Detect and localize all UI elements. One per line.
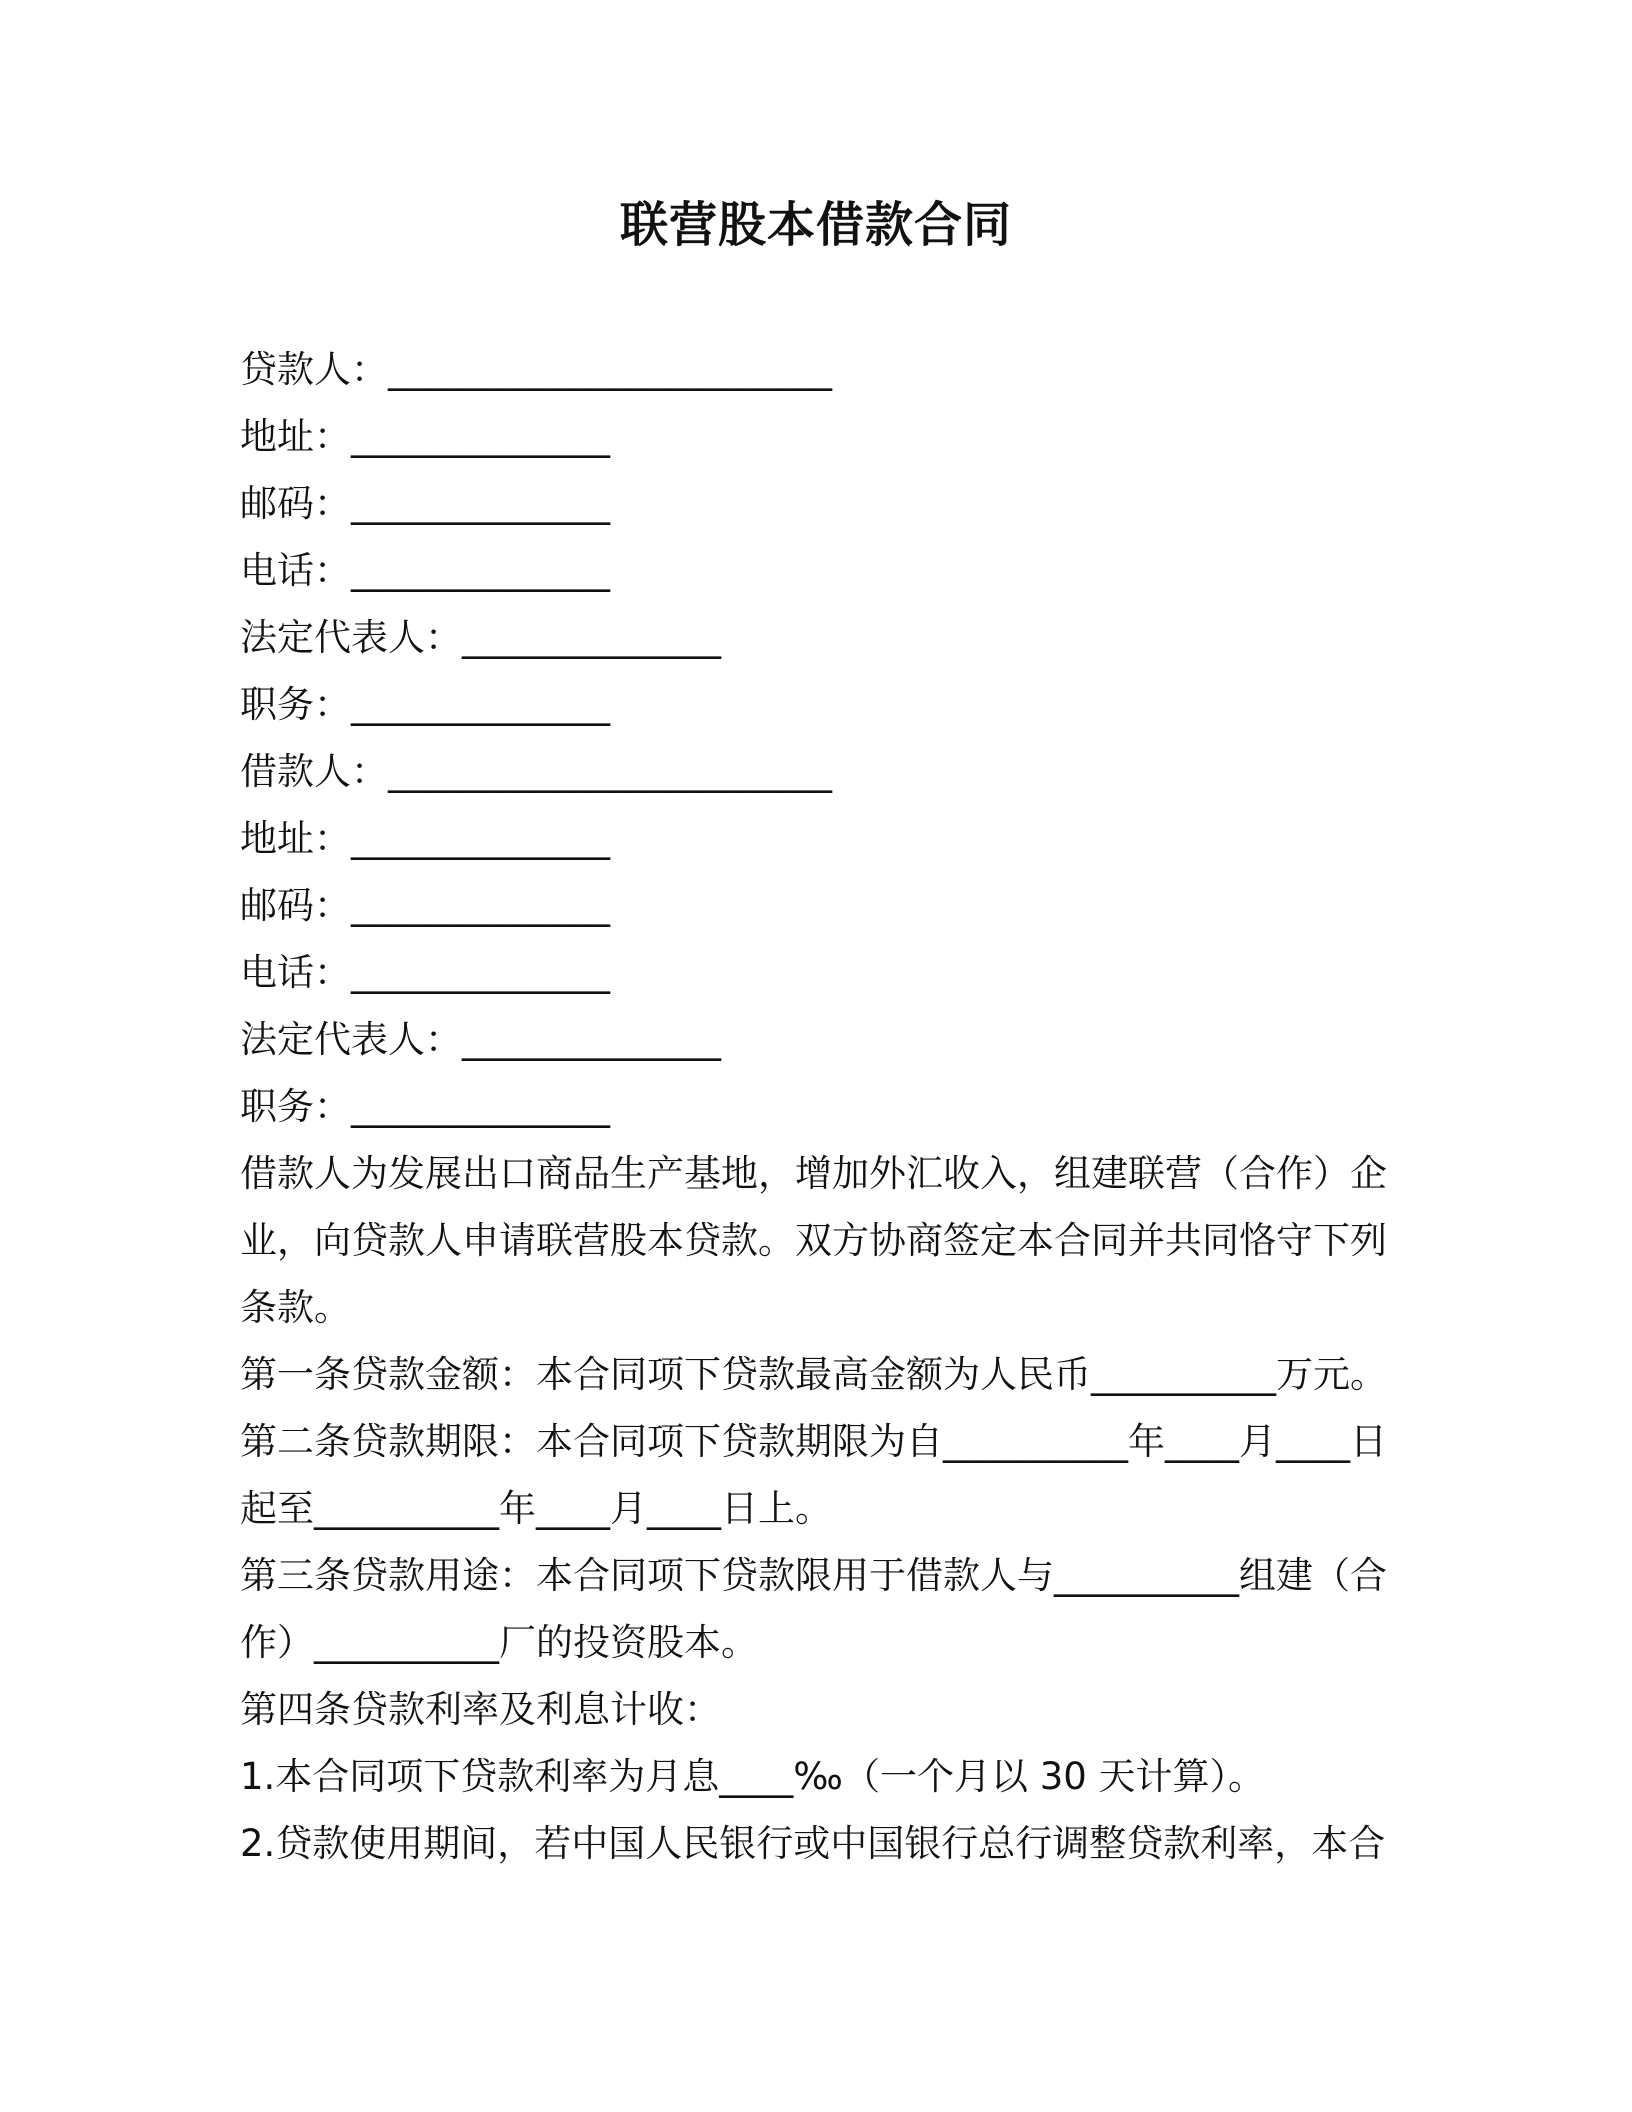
lender-postcode-line: 邮码：______________: [240, 482, 610, 525]
lender-address-line: 地址：______________: [240, 415, 610, 458]
lender-name-line: 贷款人：________________________: [240, 348, 832, 391]
lender-position-line: 职务：______________: [240, 683, 610, 726]
borrower-name-line: 借款人：________________________: [240, 750, 832, 793]
lender-legal-rep-line: 法定代表人：______________: [240, 616, 721, 659]
borrower-postcode-line: 邮码：______________: [240, 884, 610, 927]
article-4-heading: 第四条贷款利率及利息计收：: [240, 1688, 721, 1731]
article-2-loan-term: 第二条贷款期限：本合同项下贷款期限为自__________年____月____日起至__________年____月____日上。: [240, 1420, 1387, 1530]
borrower-phone-line: 电话：______________: [240, 951, 610, 994]
article-1-loan-amount: 第一条贷款金额：本合同项下贷款最高金额为人民币__________万元。: [240, 1353, 1387, 1396]
preamble-paragraph: 借款人为发展出口商品生产基地，增加外汇收入，组建联营（合作）企业，向贷款人申请联营股本贷款。双方协商签定本合同并共同恪守下列条款。: [240, 1152, 1387, 1329]
document-title: 联营股本借款合同: [619, 197, 1012, 253]
article-3-loan-purpose: 第三条贷款用途：本合同项下贷款限用于借款人与__________组建（合作）__________厂的投资股本。: [240, 1554, 1387, 1664]
article-4-item-2: 2.贷款使用期间，若中国人民银行或中国银行总行调整贷款利率，本合: [240, 1822, 1386, 1865]
document-body: [240, 336, 1390, 1877]
borrower-position-line: 职务：______________: [240, 1085, 610, 1128]
borrower-legal-rep-line: 法定代表人：______________: [240, 1018, 721, 1061]
lender-phone-line: 电话：______________: [240, 549, 610, 592]
article-4-item-1: 1.本合同项下贷款利率为月息____‰（一个月以 30 天计算）。: [240, 1755, 1266, 1798]
borrower-address-line: 地址：______________: [240, 817, 610, 860]
